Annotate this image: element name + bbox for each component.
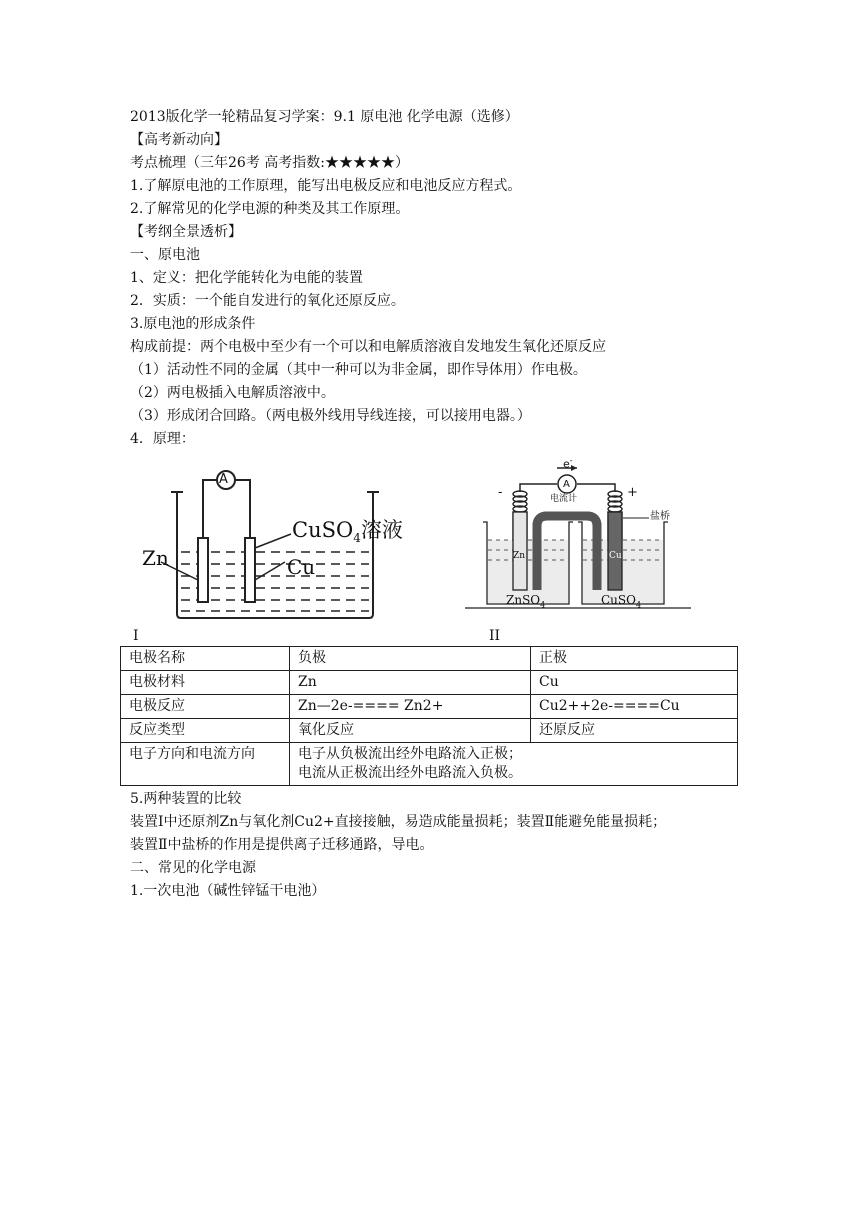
table-cell: Cu — [531, 671, 738, 695]
principle-heading: 4．原理： — [130, 431, 195, 447]
objective-2: 2.了解常见的化学电源的种类及其工作原理。 — [130, 201, 410, 217]
table-cell-merged — [290, 743, 738, 786]
table-row — [121, 719, 738, 743]
table-cell: 电极名称 — [121, 647, 290, 671]
section-2-title: 二、常见的化学电源 — [130, 860, 256, 876]
ammeter-label: A — [219, 472, 228, 487]
table-cell: Zn — [290, 671, 531, 695]
exam-points-line: 考点梳理（三年26考 高考指数:★★★★★） — [130, 155, 409, 171]
electrode-table — [120, 646, 738, 786]
current-direction-text: 电流从正极流出经外电路流入负极。 — [298, 765, 522, 781]
cu-electrode-label: Cu — [287, 555, 316, 579]
table-cell: 还原反应 — [531, 719, 738, 743]
figure-2-caption: II — [489, 628, 501, 644]
solution-word: 溶液 — [360, 518, 403, 542]
condition-3: （3）形成闭合回路。（两电极外线用导线连接，可以接用电器。） — [130, 408, 531, 424]
document-title: 2013版化学一轮精品复习学案：9.1 原电池 化学电源（选修） — [130, 109, 519, 125]
definition-line: 1、定义：把化学能转化为电能的装置 — [130, 270, 363, 286]
zn-electrode-label-2: Zn — [513, 551, 526, 561]
section-1-title: 一、原电池 — [130, 247, 200, 263]
comparison-title: 5.两种装置的比较 — [130, 791, 242, 807]
comparison-text-1: 装置Ⅰ中还原剂Zn与氧化剂Cu2+直接接触，易造成能量损耗；装置Ⅱ能避免能量损耗； — [130, 814, 667, 830]
znso4-formula: ZnSO — [506, 593, 541, 607]
objective-1: 1.了解原电池的工作原理，能写出电极反应和电池反应方程式。 — [130, 178, 522, 194]
solution-formula: CuSO — [292, 518, 354, 542]
table-row — [121, 671, 738, 695]
electron-direction-text: 电子从负极流出经外电路流入正极； — [298, 746, 522, 762]
znso4-subscript: 4 — [540, 600, 546, 610]
primary-battery-heading: 1.一次电池（碱性锌锰干电池） — [130, 883, 326, 899]
znso4-label — [506, 593, 545, 612]
premise-line: 构成前提：两个电极中至少有一个可以和电解质溶液自发地发生氧化还原反应 — [130, 339, 606, 355]
cuso4-subscript: 4 — [635, 600, 642, 610]
ammeter-label-2: A — [563, 479, 570, 490]
table-cell: 电极反应 — [121, 695, 290, 719]
table-row — [121, 695, 738, 719]
negative-terminal-sign: - — [498, 485, 503, 500]
conditions-title: 3.原电池的形成条件 — [130, 316, 256, 332]
condition-2: （2）两电极插入电解质溶液中。 — [130, 385, 335, 401]
table-cell: 负极 — [290, 647, 531, 671]
essence-line: 2．实质：一个能自发进行的氧化还原反应。 — [130, 293, 405, 309]
table-row — [121, 743, 738, 786]
cu-electrode-label-2: Cu — [609, 551, 622, 561]
table-row — [121, 647, 738, 671]
solution-subscript: 4 — [353, 531, 361, 546]
table-cell: 电极材料 — [121, 671, 290, 695]
positive-terminal-sign: + — [627, 485, 638, 500]
solution-label — [292, 518, 403, 550]
figure-salt-bridge-cell — [465, 450, 695, 612]
cuso4-formula: CuSO — [601, 593, 636, 607]
salt-bridge-label: 盐桥 — [650, 511, 670, 522]
table-cell: 反应类型 — [121, 719, 290, 743]
section-heading-gaokao: 【高考新动向】 — [130, 132, 228, 148]
table-cell: 氧化反应 — [290, 719, 531, 743]
zn-electrode-label: Zn — [142, 546, 169, 570]
table-cell: 电子方向和电流方向 — [121, 743, 290, 786]
electron-label — [563, 452, 573, 474]
section-heading-kaogang: 【考纲全景透析】 — [130, 224, 242, 240]
electron-symbol: e — [563, 457, 570, 471]
condition-1: （1）活动性不同的金属（其中一种可以为非金属，即作导体用）作电极。 — [130, 362, 587, 378]
figure-1-caption: I — [133, 628, 139, 644]
table-cell: 正极 — [531, 647, 738, 671]
electron-charge: - — [569, 456, 573, 465]
comparison-text-2: 装置Ⅱ中盐桥的作用是提供离子迁移通路，导电。 — [130, 837, 434, 853]
table-cell: Zn—2e-==== Zn2+ — [290, 695, 531, 719]
galvanometer-label: 电流计 — [550, 494, 578, 504]
cuso4-label — [601, 593, 641, 612]
table-cell: Cu2++2e-====Cu — [531, 695, 738, 719]
